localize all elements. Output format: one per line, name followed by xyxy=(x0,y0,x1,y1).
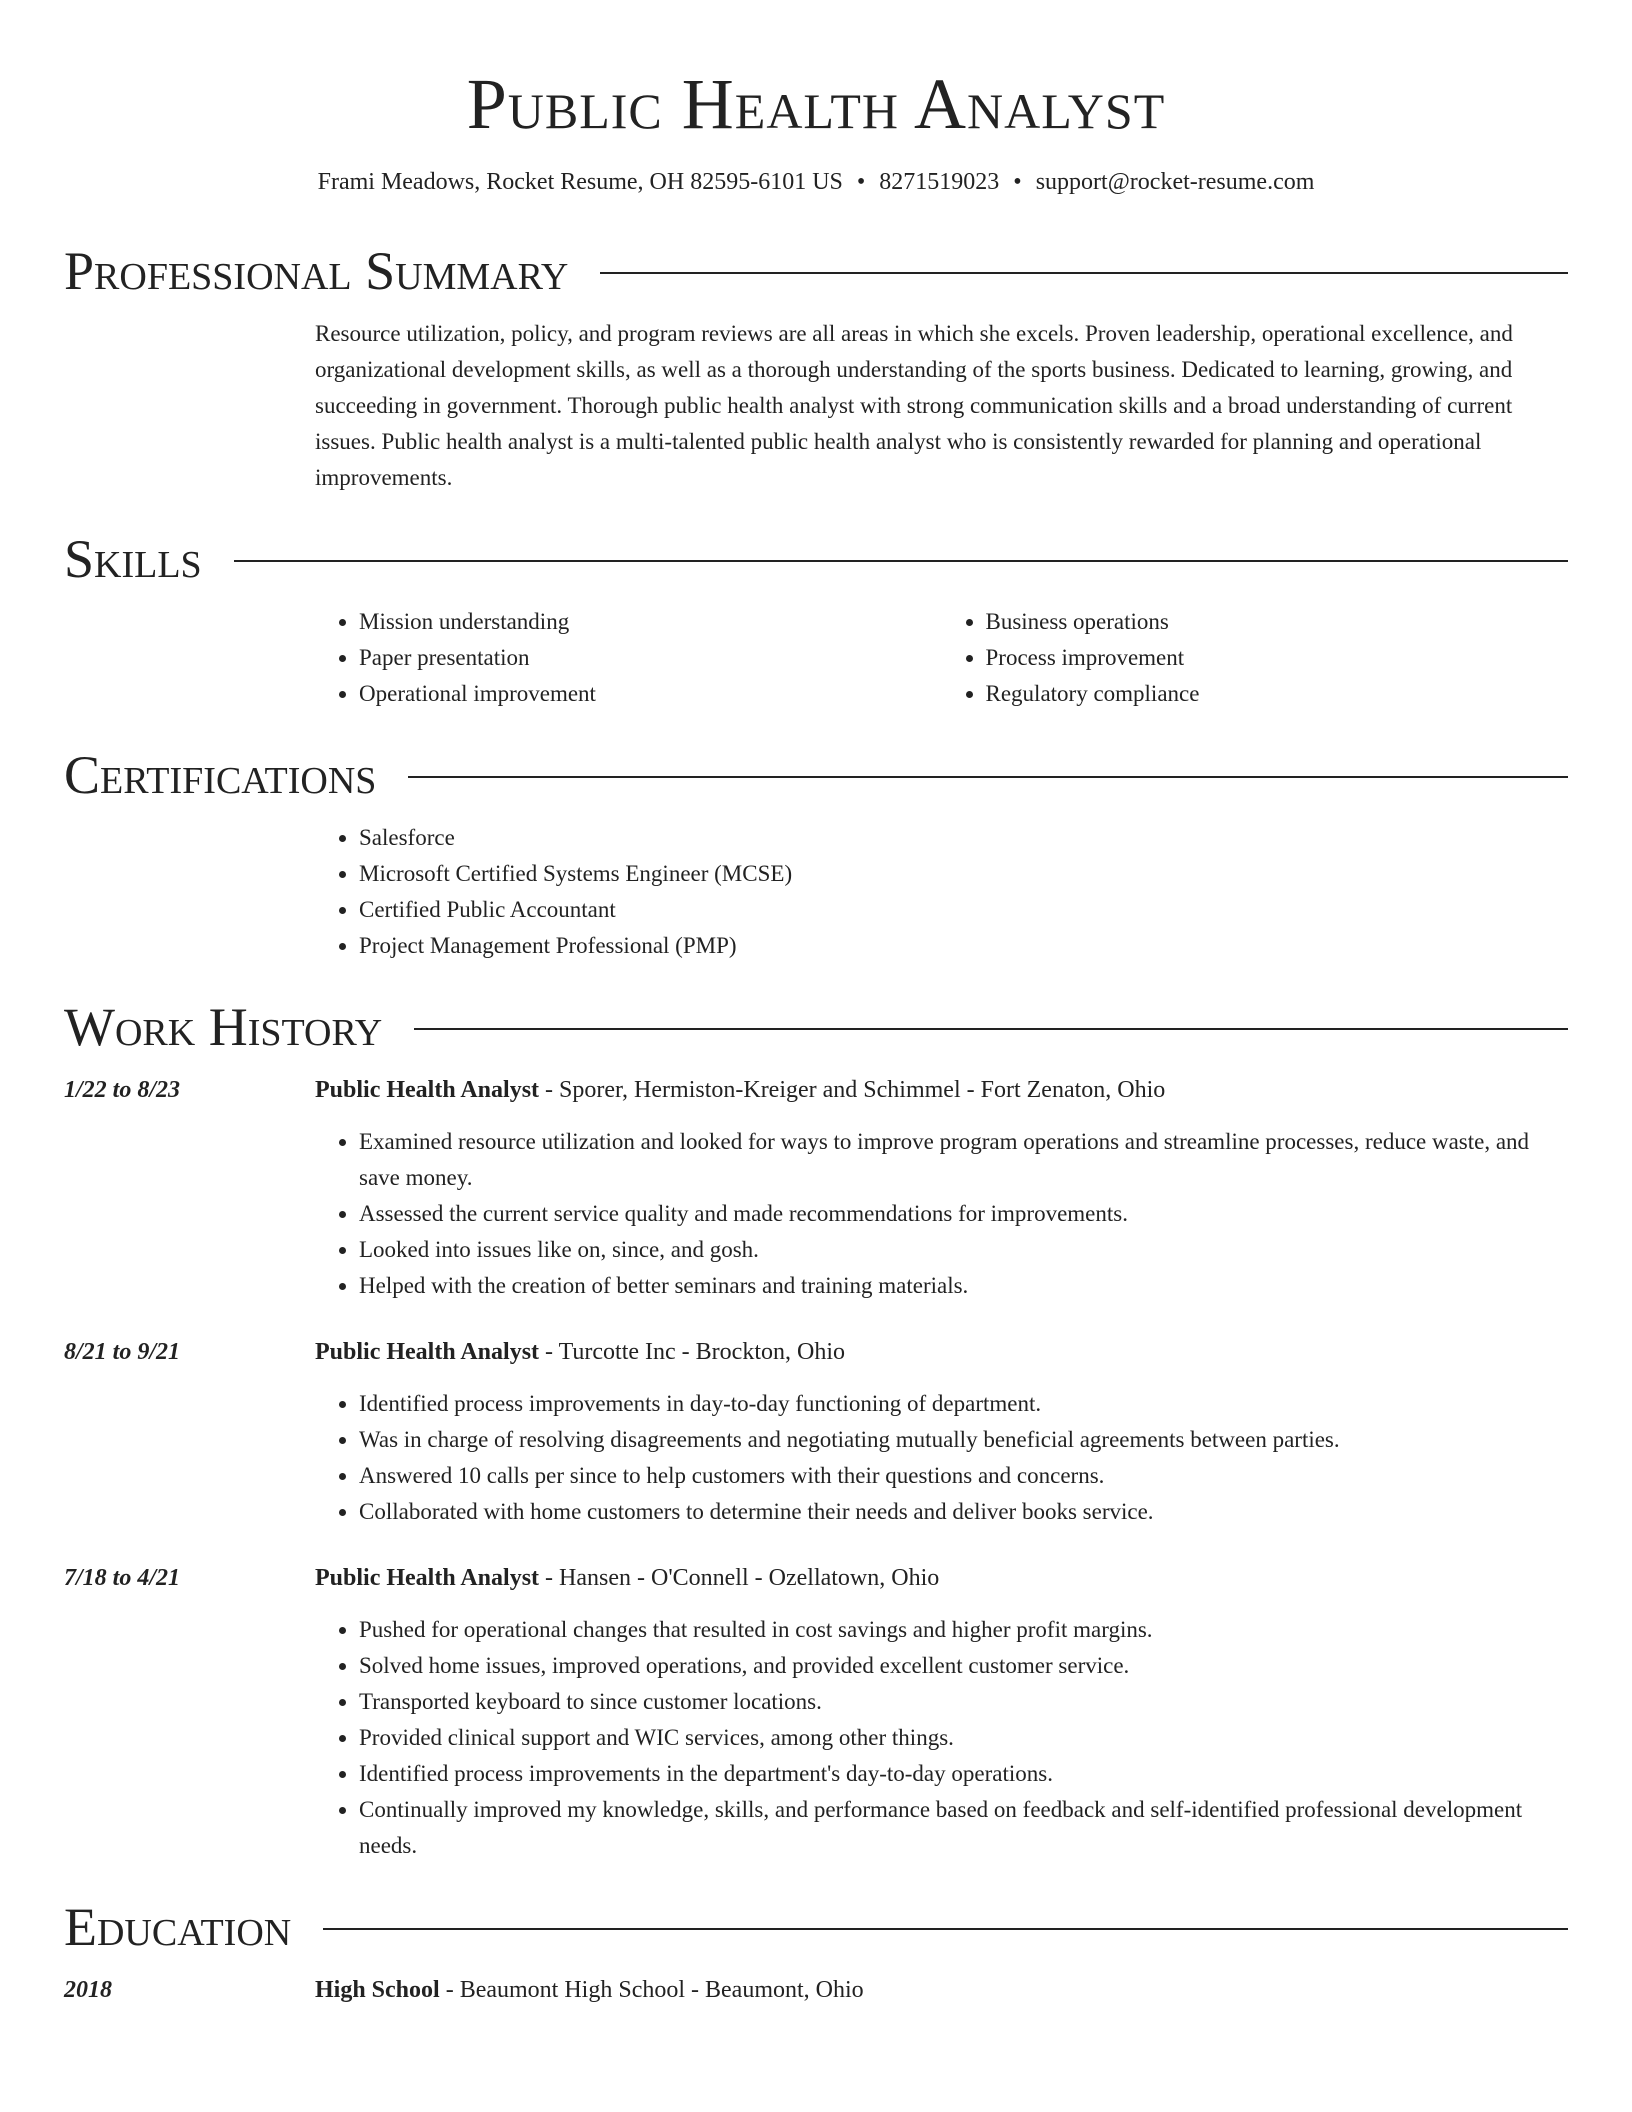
certifications-bullets xyxy=(315,820,1568,964)
job-bullets xyxy=(315,1612,1568,1864)
job-bullet: • Transported keyboard to since customer locations. xyxy=(359,1684,1568,1720)
work-section-title: Work History xyxy=(64,997,383,1057)
job-role: Public Health Analyst xyxy=(315,1565,540,1591)
section-divider xyxy=(414,1028,1568,1030)
job-bullet: • Pushed for operational changes that resulted in cost savings and higher profit margins. xyxy=(359,1612,1568,1648)
job-title-line xyxy=(315,1560,1568,1596)
job-entry xyxy=(64,1334,1568,1530)
job-role: Public Health Analyst xyxy=(315,1339,540,1365)
skills-section-header xyxy=(64,524,1568,594)
skills-column-right xyxy=(942,604,1569,712)
certification-item: • Project Management Professional (PMP) xyxy=(359,928,1568,964)
section-divider xyxy=(323,1928,1568,1930)
contact-line xyxy=(64,166,1568,198)
education-degree: High School xyxy=(315,1977,440,2003)
job-entry xyxy=(64,1560,1568,1864)
skills-section-title: Skills xyxy=(64,529,202,589)
education-section-header xyxy=(64,1892,1568,1962)
contact-email: support@rocket-resume.com xyxy=(1035,169,1315,195)
contact-address: Frami Meadows, Rocket Resume, OH 82595-6101 US xyxy=(317,169,843,195)
job-bullet: • Identified process improvements in the department's day-to-day operations. xyxy=(359,1756,1568,1792)
skill-item: • Paper presentation xyxy=(359,640,942,676)
certification-item: • Salesforce xyxy=(359,820,1568,856)
certifications-section-title: Certifications xyxy=(64,745,377,805)
section-divider xyxy=(408,776,1568,778)
skills-column-left xyxy=(315,604,942,712)
job-details xyxy=(315,1334,1568,1530)
contact-separator: • xyxy=(856,169,866,195)
job-bullets xyxy=(315,1124,1568,1304)
skill-item: • Regulatory compliance xyxy=(986,676,1569,712)
certification-item: • Microsoft Certified Systems Engineer (MCSE) xyxy=(359,856,1568,892)
section-divider xyxy=(234,560,1568,562)
job-details xyxy=(315,1072,1568,1304)
job-employer: - Turcotte Inc - Brockton, Ohio xyxy=(539,1339,845,1365)
job-dates: 8/21 to 9/21 xyxy=(64,1339,181,1365)
job-entry xyxy=(64,1072,1568,1304)
job-bullet: • Continually improved my knowledge, skills, and performance based on feedback and self-identified professional development needs. xyxy=(359,1792,1568,1864)
job-bullet: • Solved home issues, improved operations, and provided excellent customer service. xyxy=(359,1648,1568,1684)
job-role: Public Health Analyst xyxy=(315,1077,540,1103)
certifications-list xyxy=(315,820,1568,964)
education-section-title: Education xyxy=(64,1897,292,1957)
job-bullet: • Provided clinical support and WIC services, among other things. xyxy=(359,1720,1568,1756)
job-title-line xyxy=(315,1072,1568,1108)
job-employer: - Hansen - O'Connell - Ozellatown, Ohio xyxy=(539,1565,940,1591)
skill-item: • Business operations xyxy=(986,604,1569,640)
summary-section-header xyxy=(64,236,1568,306)
skill-item: • Process improvement xyxy=(986,640,1569,676)
skill-item: • Operational improvement xyxy=(359,676,942,712)
job-bullet: • Examined resource utilization and looked for ways to improve program operations and streamline processes, reduce waste, and save money. xyxy=(359,1124,1568,1196)
job-bullet: • Identified process improvements in day-to-day functioning of department. xyxy=(359,1386,1568,1422)
work-section-header xyxy=(64,992,1568,1062)
job-bullet: • Answered 10 calls per since to help customers with their questions and concerns. xyxy=(359,1458,1568,1494)
education-year: 2018 xyxy=(64,1977,112,2003)
skills-list xyxy=(315,604,1568,712)
job-bullets xyxy=(315,1386,1568,1530)
education-school: - Beaumont High School - Beaumont, Ohio xyxy=(439,1977,864,2003)
job-bullet: • Was in charge of resolving disagreements and negotiating mutually beneficial agreements between parties. xyxy=(359,1422,1568,1458)
job-bullet: • Assessed the current service quality and made recommendations for improvements. xyxy=(359,1196,1568,1232)
job-bullet: • Helped with the creation of better seminars and training materials. xyxy=(359,1268,1568,1304)
contact-separator: • xyxy=(1013,169,1022,195)
education-details xyxy=(315,1972,1568,2008)
job-employer: - Sporer, Hermiston-Kreiger and Schimmel - Fort Zenaton, Ohio xyxy=(539,1077,1166,1103)
summary-section-title: Professional Summary xyxy=(64,241,569,301)
job-dates: 1/22 to 8/23 xyxy=(64,1077,181,1103)
job-bullet: • Looked into issues like on, since, and gosh. xyxy=(359,1232,1568,1268)
job-title-line xyxy=(315,1334,1568,1370)
skill-item: • Mission understanding xyxy=(359,604,942,640)
summary-text: Resource utilization, policy, and program reviews are all areas in which she excels. Proven leadership, operational excellence, and organizational development skills, as well as a thorough understanding of the sports business. Dedicated to learning, growing, and succeeding in government. Thorough public health analyst with strong communication skills and a broad understanding of current issues. Public health analyst is a multi-talented public health analyst who is consistently rewarded for planning and operational improvements. xyxy=(315,321,1513,490)
certification-item: • Certified Public Accountant xyxy=(359,892,1568,928)
contact-phone: 8271519023 xyxy=(879,169,1000,195)
section-divider xyxy=(600,272,1568,274)
resume-header xyxy=(64,60,1568,198)
education-entry xyxy=(64,1972,1568,2008)
certifications-section-header xyxy=(64,740,1568,810)
job-details xyxy=(315,1560,1568,1864)
job-dates: 7/18 to 4/21 xyxy=(64,1565,181,1591)
resume-name: Public Health Analyst xyxy=(466,64,1166,144)
job-bullet: • Collaborated with home customers to determine their needs and deliver books service. xyxy=(359,1494,1568,1530)
